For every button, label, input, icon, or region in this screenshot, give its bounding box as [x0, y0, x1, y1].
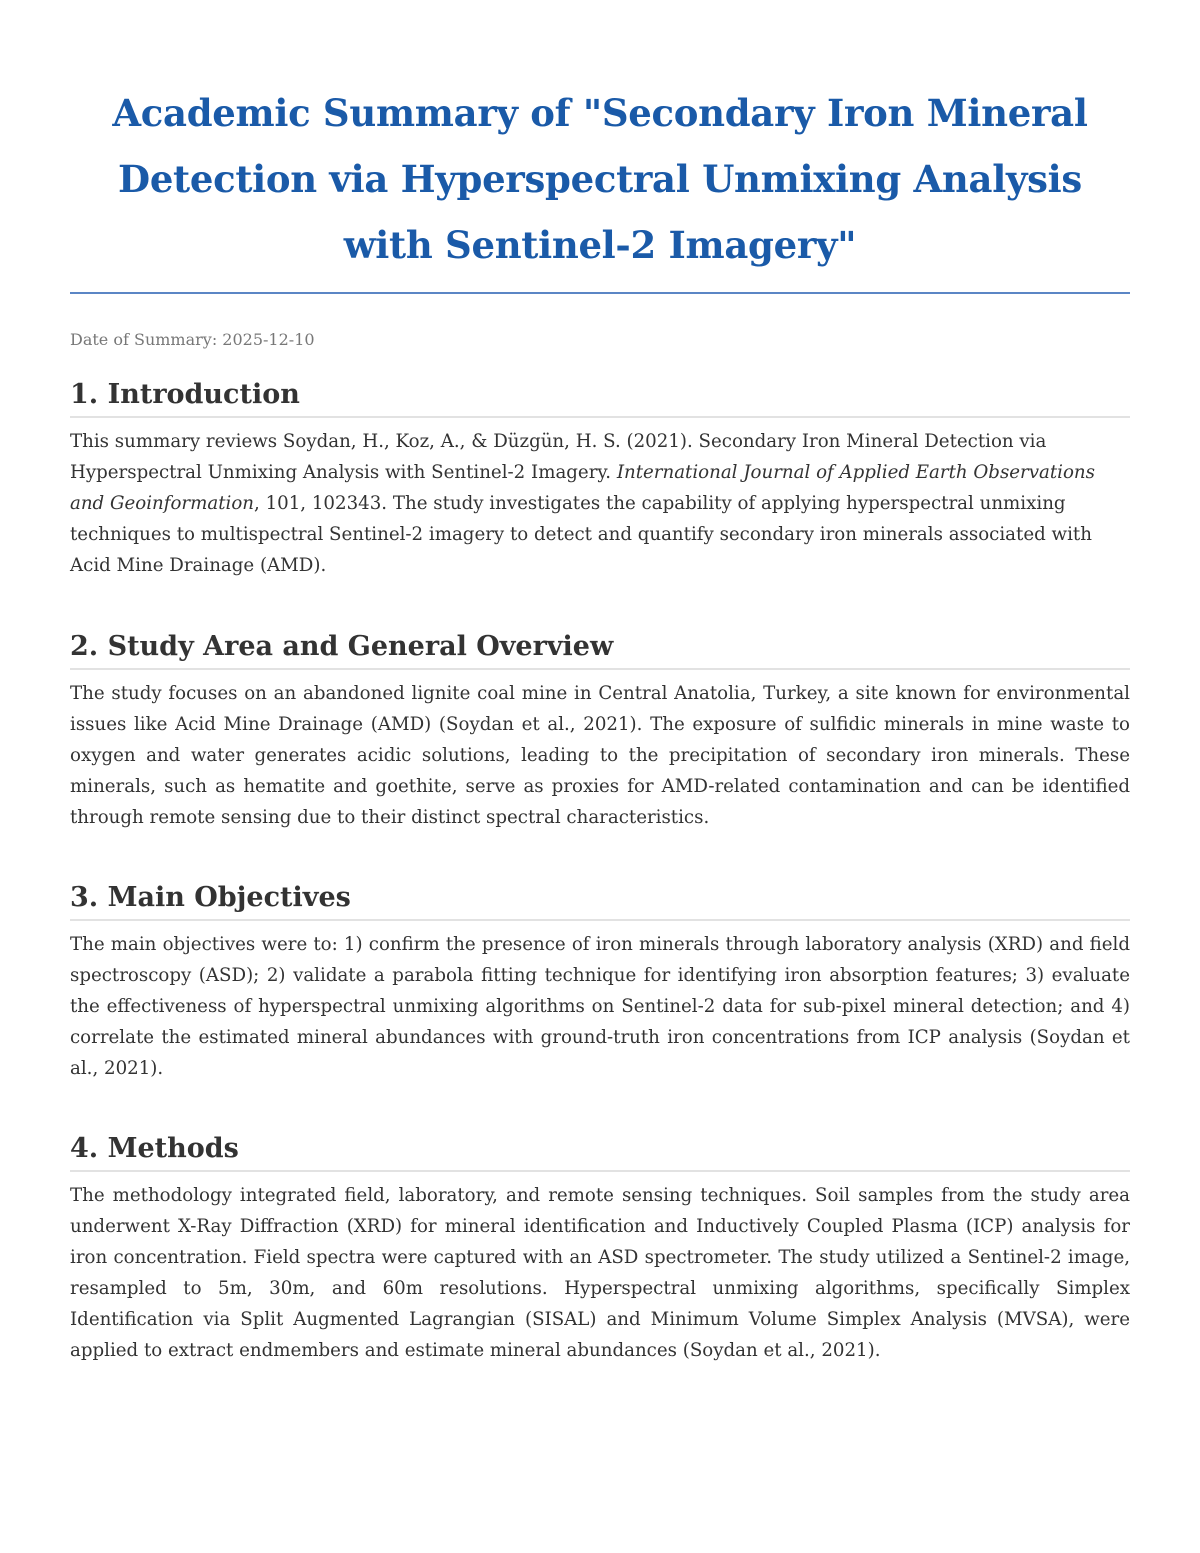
document-title: Academic Summary of "Secondary Iron Mineral Detection via Hyperspectral Unmixing Analysis with Sentinel-2 Imagery": [112, 91, 1088, 267]
section-study-area: [70, 630, 1130, 833]
section-body: The methodology integrated field, laboratory, and remote sensing techniques. Soil samples from the study area underwent X-Ray Diffraction (XRD) for mineral identification and Inductively Coupled Plasma (ICP) analysis for iron concentration. Field spectra were captured with an ASD spectrometer. The study utilized a Sentinel-2 image, resampled to 5m, 30m, and 60m resolutions. Hyperspectral unmixing algorithms, specifically Simplex Identification via Split Augmented Lagrangian (SISAL) and Minimum Volume Simplex Analysis (MVSA), were applied to extract endmembers and estimate mineral abundances (Soydan et al., 2021).: [70, 1185, 1130, 1361]
section-heading: 2. Study Area and General Overview: [70, 630, 1130, 670]
section-introduction: [70, 378, 1130, 581]
document-page: [70, 0, 1130, 1361]
title-divider: [70, 292, 1130, 294]
journal-name: International Journal of Applied Earth Observations and Geoinformation: [70, 462, 1095, 514]
section-body: The study focuses on an abandoned lignite coal mine in Central Anatolia, Turkey, a site known for environmental issues like Acid Mine Drainage (AMD) (Soydan et al., 2021). The exposure of sulfidic minerals in mine waste to oxygen and water generates acidic solutions, leading to the precipitation of secondary iron minerals. These minerals, such as hematite and goethite, serve as proxies for AMD-related contamination and can be identified through remote sensing due to their distinct spectral characteristics.: [70, 683, 1130, 828]
section-body: [70, 426, 1130, 581]
citation-continuation: , 101, 102343. The study investigates the capability of applying hyperspectral unmixing techniques to multispectral Sentinel-2 imagery to detect and quantify secondary iron minerals associated with Acid Mine Drainage (AMD).: [70, 493, 1092, 576]
section-heading: 3. Main Objectives: [70, 881, 1130, 921]
section-body: The main objectives were to: 1) confirm the presence of iron minerals through laboratory analysis (XRD) and field spectroscopy (ASD); 2) validate a parabola fitting technique for identifying iron absorption features; 3) evaluate the effectiveness of hyperspectral unmixing algorithms on Sentinel-2 data for sub-pixel mineral detection; and 4) correlate the estimated mineral abundances with ground-truth iron concentrations from ICP analysis (Soydan et al., 2021).: [70, 934, 1130, 1079]
citation-text: This summary reviews Soydan, H., Koz, A., & Düzgün, H. S. (2021). Secondary Iron Mineral Detection via Hyperspectral Unmixing Analysis with Sentinel-2 Imagery.: [70, 431, 1047, 483]
section-main-objectives: [70, 881, 1130, 1084]
section-heading: 1. Introduction: [70, 378, 1130, 418]
section-methods: [70, 1132, 1130, 1366]
section-heading: 4. Methods: [70, 1132, 1130, 1172]
summary-date: Date of Summary: 2025-12-10: [70, 330, 315, 349]
